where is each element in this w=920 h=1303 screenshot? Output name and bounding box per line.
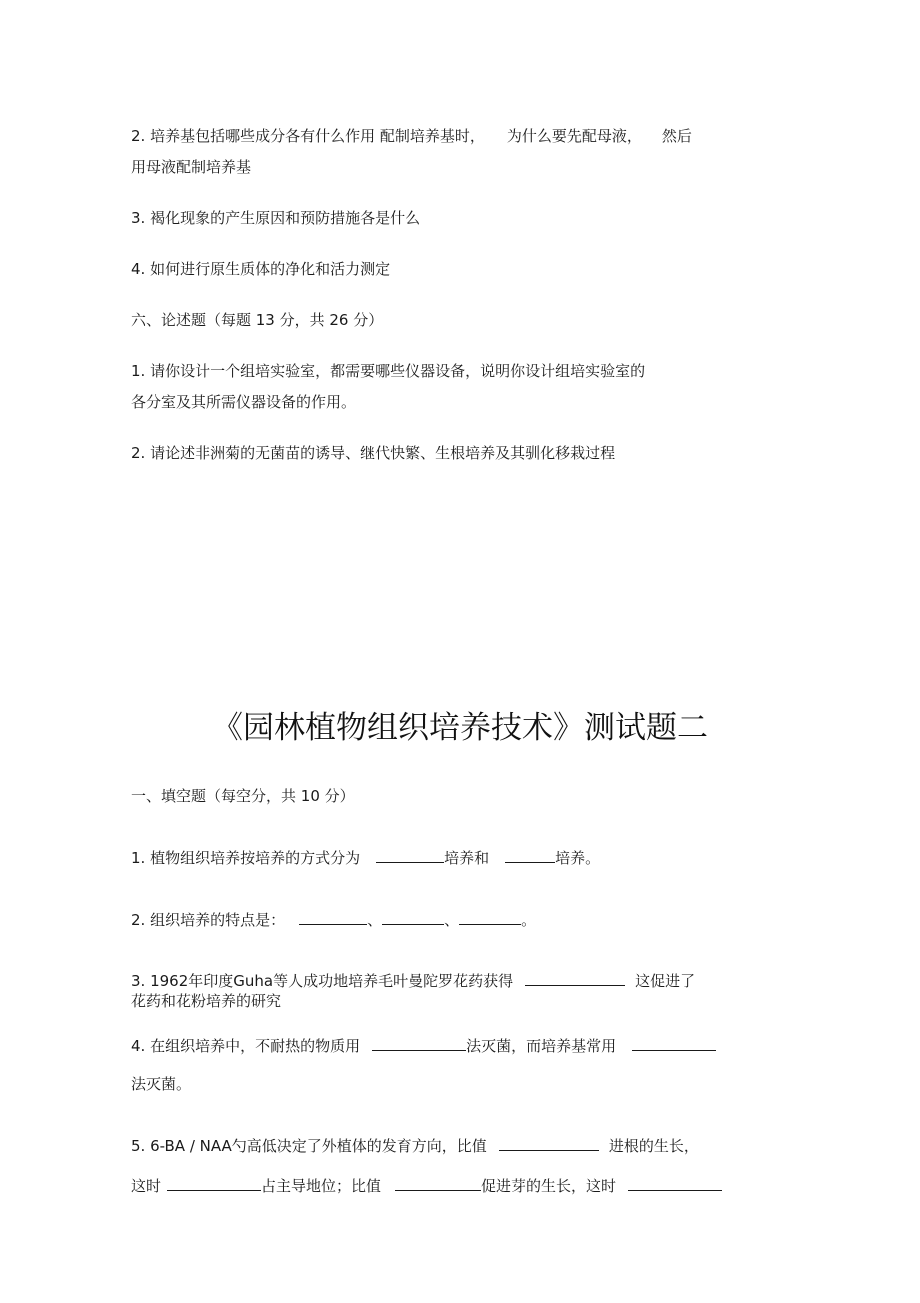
- fill-question-4-line-2: 法灭菌。: [131, 1075, 192, 1093]
- fill-question-1: [131, 846, 600, 868]
- answer-blank: [395, 1174, 481, 1191]
- answer-blank: [167, 1174, 261, 1191]
- answer-blank: [299, 908, 367, 925]
- answer-blank: [632, 1034, 716, 1051]
- essay-question-1-line-1: 1. 请你设计一个组培实验室，都需要哪些仪器设备，说明你设计组培实验室的: [131, 362, 646, 380]
- fill-question-5-text-b: 进根的生长，: [608, 1137, 699, 1155]
- essay-question-1-line-2: 各分室及其所需仪器设备的作用。: [131, 393, 357, 411]
- answer-blank: [376, 846, 444, 863]
- question-4: 4. 如何进行原生质体的净化和活力测定: [131, 260, 391, 278]
- fill-question-2-separator: 、: [444, 911, 460, 929]
- fill-question-5-text-c: 这时: [131, 1177, 162, 1195]
- section-6-heading: 六、论述题（每题 13 分，共 26 分）: [131, 311, 384, 329]
- section-1-heading: 一、填空题（每空分，共 10 分）: [131, 787, 355, 805]
- fill-question-2-text-a: 2. 组织培养的特点是：: [131, 911, 286, 929]
- fill-question-2-separator: 、: [367, 911, 383, 929]
- fill-question-1-text-a: 1. 植物组织培养按培养的方式分为: [131, 849, 361, 867]
- answer-blank: [525, 969, 625, 986]
- fill-question-5-text-d: 占主导地位；比值: [261, 1177, 382, 1195]
- fill-question-3-text-b: 这促进了: [635, 972, 696, 990]
- answer-blank: [628, 1174, 722, 1191]
- answer-blank: [459, 908, 521, 925]
- question-2-text-a: 2. 培养基包括哪些成分各有什么作用 配制培养基时，: [131, 127, 485, 145]
- fill-question-1-text-b: 培养和: [444, 849, 490, 867]
- question-3: 3. 褐化现象的产生原因和预防措施各是什么: [131, 209, 421, 227]
- fill-question-4-text-a: 4. 在组织培养中，不耐热的物质用: [131, 1037, 361, 1055]
- fill-question-4-line-1: [131, 1034, 716, 1056]
- question-2-text-b: 为什么要先配母液，: [506, 127, 642, 145]
- question-2-line-1: [131, 126, 692, 146]
- fill-question-1-text-c: 培养。: [555, 849, 601, 867]
- test-two-title: 《园林植物组织培养技术》测试题二: [212, 710, 708, 746]
- fill-question-3-line-2: 花药和花粉培养的研究: [131, 992, 282, 1010]
- fill-question-5-text-a: 5. 6-BA / NAA勺高低决定了外植体的发育方向，比值: [131, 1137, 487, 1155]
- fill-question-2-end: 。: [521, 911, 537, 929]
- fill-question-5-line-1: [131, 1134, 699, 1156]
- question-2-text-c: 然后: [661, 127, 692, 145]
- question-2-line-2: 用母液配制培养基: [131, 158, 252, 176]
- essay-question-2: 2. 请论述非洲菊的无菌苗的诱导、继代快繁、生根培养及其驯化移栽过程: [131, 444, 616, 462]
- answer-blank: [505, 846, 555, 863]
- fill-question-5-text-e: 促进芽的生长，这时: [481, 1177, 617, 1195]
- answer-blank: [372, 1034, 466, 1051]
- fill-question-4-text-b: 法灭菌，而培养基常用: [466, 1037, 617, 1055]
- fill-question-2: [131, 908, 536, 930]
- fill-question-3-line-1: [131, 969, 695, 991]
- answer-blank: [382, 908, 444, 925]
- fill-question-5-line-2: [131, 1174, 722, 1196]
- answer-blank: [499, 1134, 599, 1151]
- fill-question-3-text-a: 3. 1962年印度Guha等人成功地培养毛叶曼陀罗花药获得: [131, 972, 514, 990]
